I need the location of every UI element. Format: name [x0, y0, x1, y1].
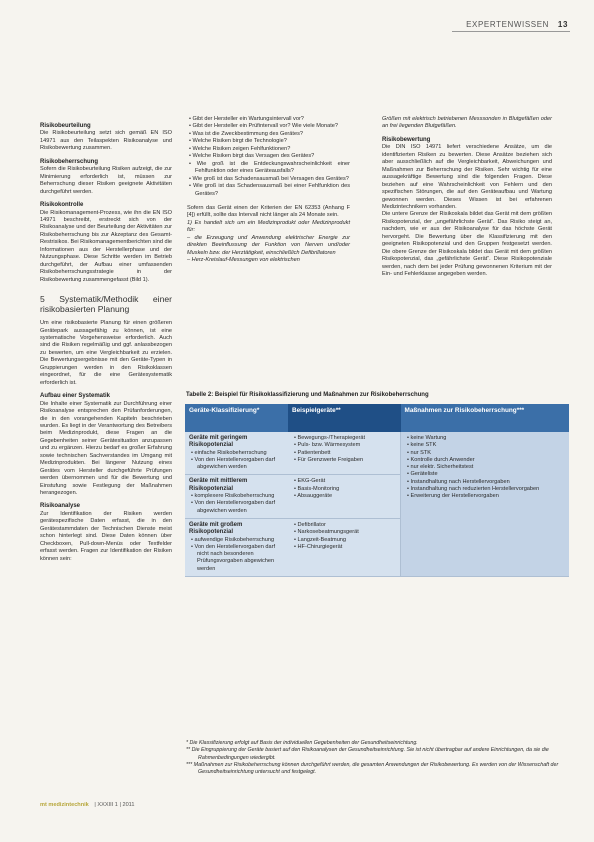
column-left — [40, 123, 172, 563]
table-cell: Geräte mit geringem Risikopotenzial • einfache Risikobeherrschung • Von den Herstellervorgaben darf abgewichen werden — [185, 432, 288, 475]
table-header: Maßnahmen zur Risikobeherrschung*** — [401, 404, 570, 432]
subheading: Risikobeherrschung — [40, 158, 99, 165]
paragraph: Sofern die Risikobeurteilung Risiken aufzeigt, die zur Minimierung erforderlich ist, müssen zur Beherrschung dieser Risiken geeignete Aktivitäten durchgeführt werden. — [40, 166, 172, 195]
table-note: ** Die Eingruppierung der Geräte basiert auf den Risikoanalysen der Gesundheitseinrichtung. Sie ist nicht übertragbar auf andere Einrichtungen, da sie die Rahmenbedingungen wiedergibt. — [186, 747, 549, 761]
table-cell: • Defibrillator • Narkosebeatmungsgerät • Langzeit-Beatmung • HF-Chirurgiegerät — [288, 518, 401, 576]
subheading: Risikobewertung — [382, 136, 431, 143]
risk-table — [185, 404, 569, 577]
bullet-item: • Wie groß ist das Schadensausmaß bei einer Fehlfunktion des Gerätes? — [189, 183, 351, 197]
bullet-item: • Welche Risiken birgt das Versagen des Gerätes? — [189, 153, 315, 160]
subheading: Risikoanalyse — [40, 503, 81, 510]
paragraph: Die Inhalte einer Systematik zur Durchführung einer Risikoanalyse entsprechen den Prüfanforderungen, die in den vorangehenden Kapiteln beschrieben wurden. Es liegt in der Verantwortung des Betreibers beim Medizinprodukt, diese Fragen an die Gegebenheiten seiner Gerätesituation anzupassen und zu ergänzen. Hierzu bedarf es großer Erfahrung sowie technischen Sachverstandes im Umgang mit Medizinprodukten. Bei längerer Nutzung eines Gerätes vom Hersteller durchgeführte Prüfungen werden übernommen und für die Bewertung und Einstufung sowie Festlegung der Maßnahmen herangezogen. — [40, 400, 172, 497]
header-rule — [452, 31, 570, 32]
bullet-item: • Gibt der Hersteller ein Prüfintervall vor? Wie viele Monate? — [189, 123, 339, 130]
footnote: 1) Es handelt sich um ein Medizinprodukt oder Medizinprodukt für: — [187, 219, 350, 234]
subheading: Risikokontrolle — [40, 202, 84, 209]
page-number: 13 — [557, 20, 568, 29]
table-cell: • Bewegungs-/Therapiegerät • Puls- bzw. Wärmesystem • Patientenbett • Für Grenzwerte Freigaben — [288, 432, 401, 475]
running-header — [466, 20, 568, 29]
bullet-item: • Wie groß ist die Entdeckungswahrscheinlichkeit einer Fehlfunktion oder eines Geräteausfalls? — [189, 160, 351, 175]
paragraph: Zur Identifikation der Risiken werden gerätespezifische Daten erfasst, die in den Gerätestammdaten der Technischen Dienste meist schon hinterlegt sind. Diese Daten können über Checkboxen, Pull-down-Menüs oder Textfelder erfasst werden. Fragen zur Identifikation der Risiken können sein: — [40, 510, 172, 562]
table-header: Geräte-Klassifizierung* — [185, 404, 288, 432]
paragraph: Um eine risikobasierte Planung für einen größeren Gerätepark aussagefähig zu können, ist eine systematische Vorgehensweise erforderlich. Auch sind die Risiken regelmäßig und ggf. anlassbezogen zu bewerten, um eine Vergleichbarkeit zu erzielen. Die Bewertungsergebnisse mit den Geräte-Typen in Gruppierungen werden in den Risikoklassen eingeordnet, für die eine Gerätesystematik erforderlich ist. — [40, 320, 172, 386]
section-title: EXPERTENWISSEN — [466, 20, 550, 29]
table-row — [185, 432, 569, 475]
footnote-continued: Größen mit elektrisch betriebenen Messsonden in Blutgefäßen oder an frei liegenden Blutgefäßen. — [382, 116, 552, 130]
column-middle — [187, 116, 350, 265]
bullet-item: • Gibt der Hersteller ein Wartungsintervall vor? — [189, 116, 304, 122]
journal-name: mt medizintechnik — [40, 802, 89, 808]
issue-info: | XXXIII 1 | 2011 — [94, 802, 135, 808]
page-footer — [40, 802, 135, 808]
footnote: – die Erzeugung und Anwendung elektrischer Energie zur direkten Beeinflussung der Funktion von Nerven und/oder Muskeln bzw. der Herztätigkeit, einschließlich Defibrillatoren — [187, 234, 350, 256]
paragraph: Die untere Grenze der Risikoskala bildet das Gerät mit dem größten Risikopotenzial, der „ungefährlichste Gerät“. Das Risiko steigt an, nachdem, wie er aus der Risikoanalyse für das höchste Gerät hervorgeht. Die Bewertung über die Klassifizierung mit den geeigneten Risikopotenzial und den Gruppen festgesetzt werden. Die obere Grenze der Risikoskala bildet das Gerät mit dem größten Risikopotenzial, das „gefährlichste Gerät“. Diese Risikopotenziale werden, nach dem bei jeder Prüfung gewonnenen Kriterium mit der Ein- und Fehlerklasse angegeben werden. — [382, 211, 552, 278]
paragraph: Die Risikomanagement-Prozess, wie ihn die EN ISO 14971 beschreibt, erstreckt sich von der Risikoanalyse und der Beurteilung der Aktivitäten zur Risikobeherrschung bis zur Akzeptanz des Gesamt-Restrisikos. Bei Risikomanagementberichten sind die Informationen aus der Herstellerphase und der Nutzungsphase. Diese Schritte werden im Betrieb durchgeführt, der Aufbau einer umfassenden Risikobeherrschungsstrategie in der Risikobewertung zusammengefasst (Bild 1). — [40, 209, 172, 283]
bullet-item: • Welche Risiken birgt die Technologie? — [189, 138, 287, 145]
table-notes — [186, 740, 566, 776]
subheading: Risikobeurteilung — [40, 123, 91, 129]
bullet-item: • Welche Risiken zeigen Fehlfunktionen? — [189, 145, 291, 152]
table-note: *** Maßnahmen zur Risikobeherrschung können durchgeführt werden, die gesamten Anwendungen der Risikobewertung. Es werden von der Wissenschaft der Gesundheitseinrichtung untersucht und festgelegt. — [186, 761, 559, 776]
bullet-item: • Wie groß ist das Schadensausmaß bei Versagen des Gerätes? — [189, 175, 349, 182]
paragraph: Die Risikobeurteilung setzt sich gemäß EN ISO 14971 aus den Teilaspekten Risikoanalyse und Risikobewertung zusammen. — [40, 130, 172, 152]
table-cell: Geräte mit großem Risikopotenzial • aufwendige Risikobeherrschung • Von den Herstellervorgaben darf nicht nach besonderen Prüfungsvorgaben abgewichen werden — [185, 518, 288, 576]
table-cell: Geräte mit mittlerem Risikopotenzial • komplexere Risikobeherrschung • Von den Herstellervorgaben darf abgewichen werden — [185, 475, 288, 518]
measures-cell: • keine Wartung • keine STK • nur STK • Kontrolle durch Anwender • nur elektr. Sicherheitstest • Geräteliste • Instandhaltung nach Herstellervorgaben • Instandhaltung nach reduzierten Herstellervorgaben • Erweiterung der Herstellervorgaben — [401, 432, 570, 577]
table-caption: Tabelle 2: Beispiel für Risikoklassifizierung und Maßnahmen zur Risikobeherrschung — [186, 392, 429, 398]
subheading: Aufbau einer Systematik — [40, 393, 111, 400]
table-cell: • EKG-Gerät • Basis-Monitoring • Absauggeräte — [288, 475, 401, 518]
footnote: – Herz-Kreislauf-Messungen von elektrischen — [187, 257, 300, 264]
section-heading: 5 Systematik/Methodik einer risikobasierten Planung — [40, 294, 172, 315]
column-right — [382, 116, 552, 279]
paragraph: Sofern das Gerät einen der Kriterien der EN 62353 (Anhang F [4]) erfüllt, sollte das Intervall nicht länger als 24 Monate sein. — [187, 204, 350, 219]
table-header: Beispielgeräte** — [288, 404, 401, 432]
paragraph: Die DIN ISO 14971 liefert verschiedene Ansätze, um die identifizierten Risiken zu bewerten. Diese Ansätze beziehen sich aber ausschließlich auf die Vergleichbarkeit, Abweichungen und Maßnahmen zur Beherrschung der Risiken. Sehr wichtig für eine aussagekräftige Bewertung sind die folgenden Fragen. Diese beziehen auf eine Wahrscheinlichkeit von Fehlern und den spezifischen Störungen, die auf den Geräteaufbau und Wartung gewonnen werden. Dieses Wissen ist bei erfahrenen Medizintechnikern vorhanden. — [382, 144, 552, 210]
bullet-item: • Was ist die Zweckbestimmung des Gerätes? — [189, 130, 303, 137]
table-note: * Die Klassifizierung erfolgt auf Basis der individuellen Gegebenheiten der Gesundheitseinrichtung. — [186, 740, 418, 746]
